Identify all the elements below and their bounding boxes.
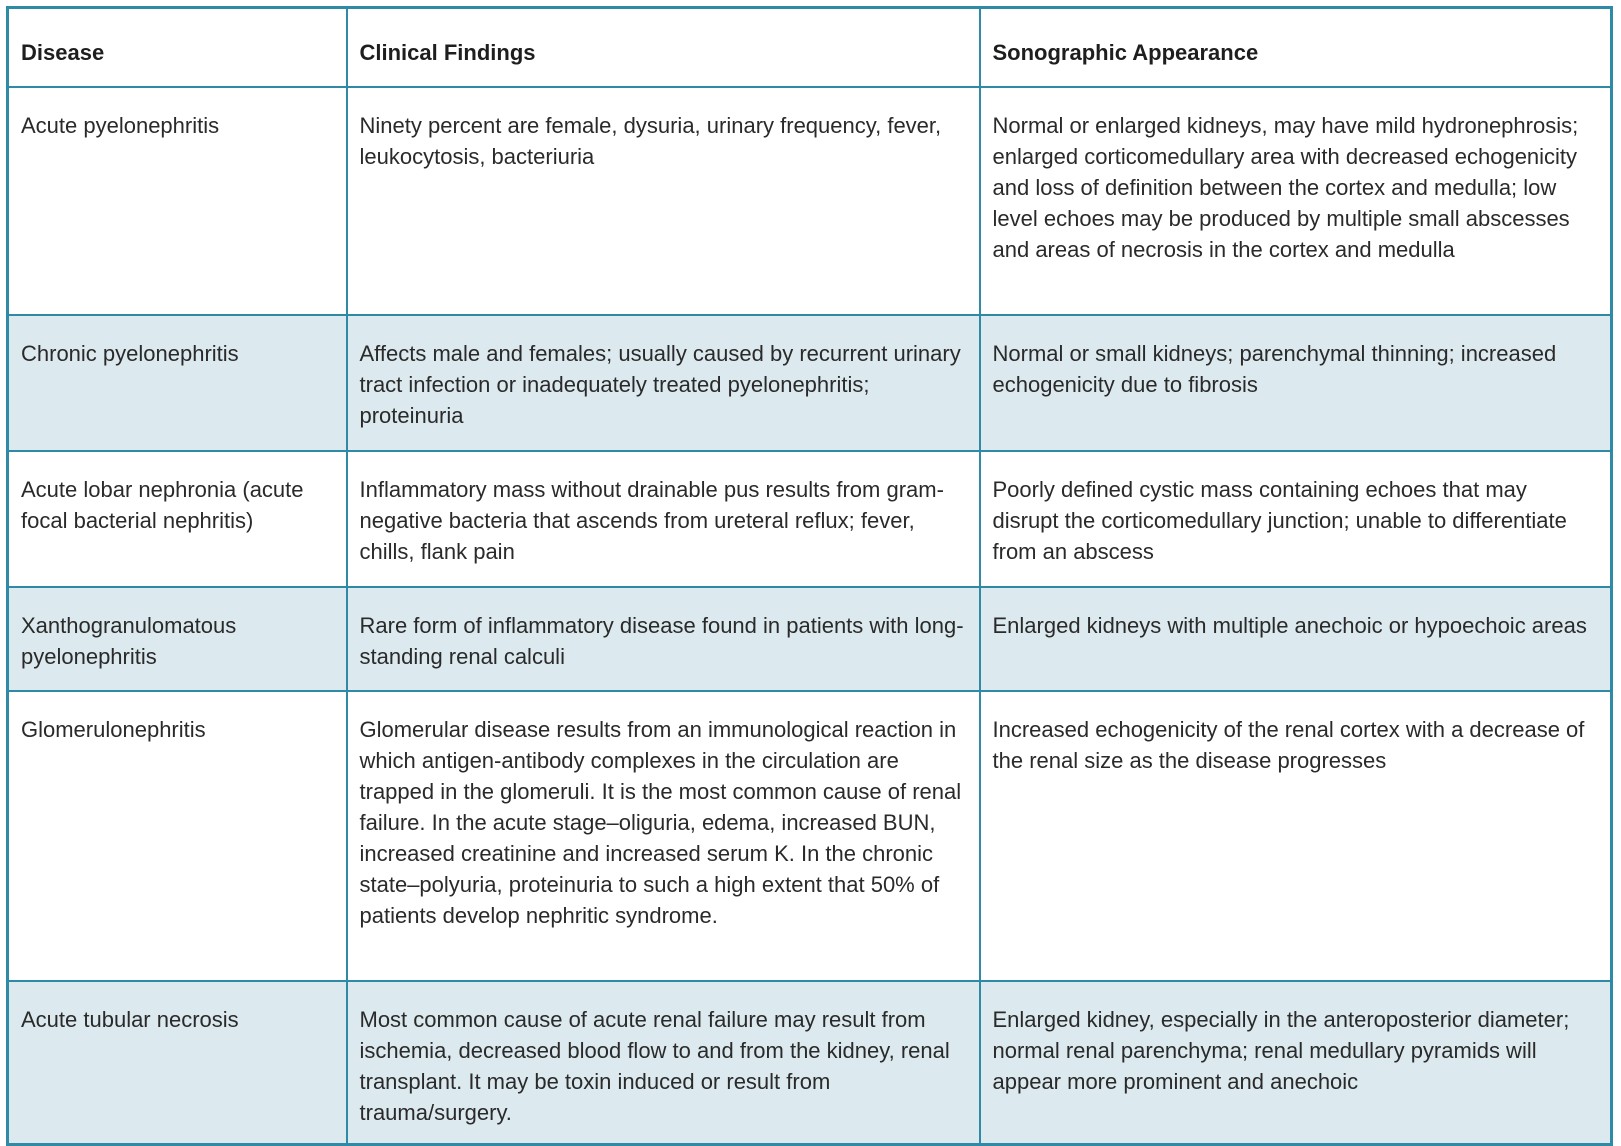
cell-clinical-findings: Most common cause of acute renal failure may result from ischemia, decreased blood flow to and from the kidney, renal transplant. It may be toxin induced or result from trauma/surgery. [347, 981, 980, 1144]
header-clinical-findings: Clinical Findings [347, 8, 980, 88]
table-header-row [8, 8, 1612, 88]
table-row [8, 87, 1612, 315]
cell-disease: Acute tubular necrosis [8, 981, 347, 1144]
cell-sonographic-appearance: Increased echogenicity of the renal cortex with a decrease of the renal size as the disease progresses [980, 691, 1612, 981]
renal-disease-table [6, 6, 1613, 1146]
cell-sonographic-appearance: Enlarged kidneys with multiple anechoic or hypoechoic areas [980, 587, 1612, 691]
cell-clinical-findings: Rare form of inflammatory disease found in patients with long-standing renal calculi [347, 587, 980, 691]
cell-clinical-findings: Glomerular disease results from an immunological reaction in which antigen-antibody complexes in the circulation are trapped in the glomeruli. It is the most common cause of renal failure. In the acute stage–oliguria, edema, increased BUN, increased creatinine and increased serum K. In the chronic state–polyuria, proteinuria to such a high extent that 50% of patients develop nephritic syndrome. [347, 691, 980, 981]
cell-disease: Acute pyelonephritis [8, 87, 347, 315]
table-row [8, 315, 1612, 451]
cell-clinical-findings: Ninety percent are female, dysuria, urinary frequency, fever, leukocytosis, bacteriuria [347, 87, 980, 315]
cell-disease: Acute lobar nephronia (acute focal bacterial nephritis) [8, 451, 347, 587]
cell-clinical-findings: Inflammatory mass without drainable pus results from gram-negative bacteria that ascends from ureteral reflux; fever, chills, flank pain [347, 451, 980, 587]
cell-clinical-findings: Affects male and females; usually caused by recurrent urinary tract infection or inadequately treated pyelonephritis; proteinuria [347, 315, 980, 451]
disease-table-container [6, 6, 1610, 1137]
cell-disease: Glomerulonephritis [8, 691, 347, 981]
cell-disease: Xanthogranulomatous pyelonephritis [8, 587, 347, 691]
cell-sonographic-appearance: Enlarged kidney, especially in the anteroposterior diameter; normal renal parenchyma; renal medullary pyramids will appear more prominent and anechoic [980, 981, 1612, 1144]
table-row [8, 691, 1612, 981]
cell-sonographic-appearance: Poorly defined cystic mass containing echoes that may disrupt the corticomedullary junction; unable to differentiate from an abscess [980, 451, 1612, 587]
cell-disease: Chronic pyelonephritis [8, 315, 347, 451]
header-disease: Disease [8, 8, 347, 88]
table-row [8, 587, 1612, 691]
table-row [8, 981, 1612, 1144]
table-row [8, 451, 1612, 587]
cell-sonographic-appearance: Normal or small kidneys; parenchymal thinning; increased echogenicity due to fibrosis [980, 315, 1612, 451]
cell-sonographic-appearance: Normal or enlarged kidneys, may have mild hydronephrosis; enlarged corticomedullary area with decreased echogenicity and loss of definition between the cortex and medulla; low level echoes may be produced by multiple small abscesses and areas of necrosis in the cortex and medulla [980, 87, 1612, 315]
header-sonographic-appearance: Sonographic Appearance [980, 8, 1612, 88]
